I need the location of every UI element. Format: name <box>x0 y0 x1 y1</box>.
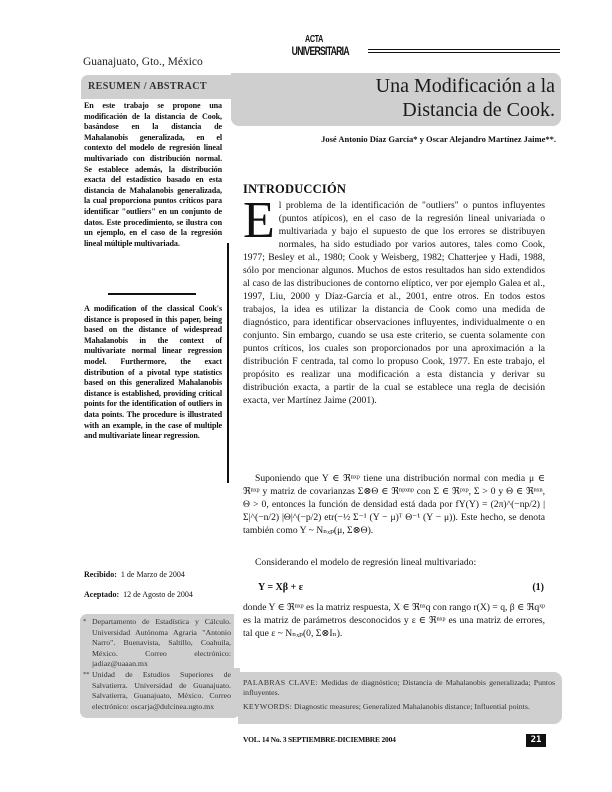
logo-line-1: ACTA <box>304 34 324 45</box>
paragraph-definitions: donde Y ∈ ℜⁿˣᵖ es la matriz respuesta, X ∈ ℜⁿˣq con rango r(X) = q, β ∈ ℜqˣᵖ es la matriz de parámetros desconocidos y ε ∈ ℜⁿˣᵖ es una matriz de errores, tal que ε ~ Nₙₓₚ(0, Σ⊗Iₙ). <box>243 602 545 639</box>
article-title <box>376 74 555 122</box>
journal-issue-info: VOL. 14 No. 3 SEPTIEMBRE-DICIEMBRE 2004 <box>243 735 396 744</box>
accepted-label: Aceptado: <box>84 590 120 599</box>
section-label: RESUMEN / ABSTRACT <box>88 81 207 92</box>
keywords-es-label: PALABRAS CLAVE: <box>243 678 318 687</box>
title-line-2: Distancia de Cook. <box>402 99 555 121</box>
received-value: 1 de Marzo de 2004 <box>120 570 185 579</box>
abstract-spanish: En este trabajo se propone una modificación de la distancia de Cook, basándose en la distancia de Mahalanobis generalizada, en el contexto del modelo de regresión lineal multivariado con distribución normal. Se establece además, la distribución exacta del estadístico basado en esta distancia de Mahalanobis generalizada, la cual proporciona puntos críticos para identificar "outliers" en un conjunto de datos. Este procedimiento, se ilustra con un ejemplo, en el caso de la regresión lineal múltiple multivariada. <box>84 101 222 248</box>
received-date <box>84 570 185 579</box>
accepted-value: 12 de Agosto de 2004 <box>123 590 193 599</box>
section-heading: INTRODUCCIÓN <box>243 182 347 196</box>
authors-line: José Antonio Díaz García* y Oscar Alejandro Martínez Jaime**. <box>321 134 556 144</box>
keywords-en-text: Diagnostic measures; Generalized Mahalanobis distance; Influential points. <box>294 702 530 711</box>
keywords-en-label: KEYWORDS: <box>243 702 293 711</box>
keywords-spanish <box>243 678 555 698</box>
keywords-english <box>243 702 555 712</box>
abstract-english: A modification of the classical Cook's distance is proposed in this paper, being based on the distance of widespread Mahalanobis in the context of multivariate normal linear regression model. Furthermore, the exact distribution of a pivotal type statistics based on this generalized Mahalanobis distance is established, providing critical points for the identification of outliers in data points. The procedure is illustrated with an example, in the case of multiple and multivariate linear regression. <box>84 304 222 441</box>
affiliation-mark: * <box>83 618 87 625</box>
column-divider <box>227 243 229 483</box>
intro-paragraph <box>243 192 545 407</box>
paragraph-distribution: Suponiendo que Y ∈ ℜⁿˣᵖ tiene una distribución normal con media μ ∈ ℜⁿˣᵖ y matriz de covarianzas Σ⊗Θ ∈ ℜⁿᵖˣⁿᵖ con Σ ∈ ℜᵖˣᵖ, Σ > 0 y Θ ∈ ℜⁿˣⁿ, Θ > 0, entonces la función de densidad está dada por fY(Y) = (2π)^(−np/2) |Σ|^(−n/2) |Θ|^(−p/2) etr(−½ Σ⁻¹ (Y − μ)ᵀ Θ⁻¹ (Y − μ)). Este hecho, se denota también como Y ~ Nₙₓₚ(μ, Σ⊗Θ). <box>243 473 545 536</box>
abstract-separator <box>108 293 196 295</box>
intro-text: l problema de la identificación de "outliers" o puntos influyentes (puntos atípicos), en el caso de la regresión lineal univariada o multivariada y bajo el supuesto de que los errores se distribuyen normales, ha sido estudiado por varios autores, tales como Cook, 1977; Besley et al., 1980; Cook y Weisberg, 1982; Chatterjee y Hadi, 1988, sólo por mencionar algunos. Muchos de estos resultados han sido extendidos al caso de las distribuciones de contorno elíptico, ver por ejemplo Galea et al., 1997, Liu, 2000 y Díaz-García et al., 2001, entre otros. En todos estos trabajos, la idea es utilizar la distancia de Cook como una medida de diagnóstico, para identificar observaciones influyentes, individualmente o en conjunto. Sin embargo, cuando se usa este criterio, se cuenta solamente con puntos críticos, los cuales son proporcionados por una aproximación a la distribución F centrada, tal como lo propuso Cook, 1977. En este trabajo, el propósito es realizar una modificación a esta distancia y derivar su distribución exacta, a partir de la cual se establece una regla de decisión exacta, ver Martínez Jaime (2001). <box>243 200 545 406</box>
keywords-es-text: Medidas de diagnóstico; Distancia de Mahalanobis generalizada; Puntos influyentes. <box>243 678 556 697</box>
affiliation-2 <box>83 670 231 712</box>
journal-logo <box>291 34 349 58</box>
received-label: Recibido: <box>84 570 117 579</box>
drop-cap: E <box>243 192 275 249</box>
accepted-date <box>84 590 193 599</box>
affiliation-text: Unidad de Estudios Superiores de Salvatierra. Universidad de Guanajuato. Salvatierra, Guanajuato, México. Correo electrónico: oscarja@dulcinea.ugto.mx <box>92 670 231 711</box>
header-double-rule <box>368 49 560 53</box>
affiliation-mark: ** <box>83 671 90 678</box>
equation-number: (1) <box>532 582 544 593</box>
affiliation-text: Departamento de Estadística y Cálculo. Universidad Autónoma Agraria "Antonio Narro". Buenavista, Saltillo, Coahuila, México. Correo electrónico: jadiaz@uaaan.mx <box>92 617 231 668</box>
logo-line-2: UNIVERSITARIA <box>291 44 349 58</box>
paragraph-model-intro: Considerando el modelo de regresión lineal multivariado: <box>255 557 477 568</box>
equation-1 <box>258 582 544 593</box>
page-number: 21 <box>526 734 546 747</box>
title-line-1: Una Modificación a la <box>375 75 555 97</box>
affiliation-1 <box>83 617 231 670</box>
equation-expression: Y = Xβ + ε <box>258 582 304 593</box>
location-text: Guanajuato, Gto., México <box>83 56 203 68</box>
